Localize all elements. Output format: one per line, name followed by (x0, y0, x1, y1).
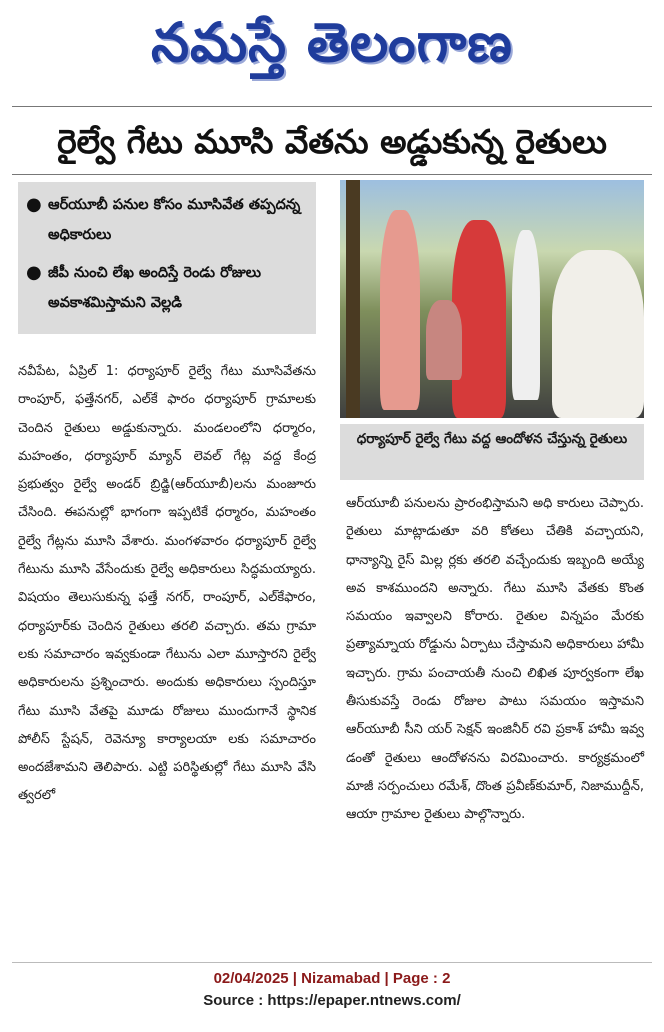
article-left-text: నవీపేట, ఏప్రిల్ 1: ధర్యాపూర్ రైల్వే గేటు మూసివేతను రాంపూర్, ఫత్తేనగర్, ఎల్‌కే ఫారం ధర్యాపూర్ గ్రామాలకు చెందిన రైతులు అడ్డుకున్నారు. మండలంలోని ధర్మారం, మహంతం, ధర్యాపూర్ మ్యాన్ లెవల్ గేట్ల వద్ద కేంద్ర ప్రభుత్వం రైల్వే అండర్ బ్రిడ్జి(ఆర్‌యూబీ)లను మంజూరు చేసింది. ఈపనుల్లో భాగంగా ఇప్పటికే ధర్మారం, మహంతం రైల్వే గేట్లను మూసి వేశారు. మంగళవారం ధర్యాపూర్ రైల్వే గేటును మూసి వేసేందుకు రైల్వే అధికారులు సిద్ధమయ్యారు. విషయం తెలుసుకున్న ఫత్తే నగర్, రాంపూర్, ఎల్‌కేఫారం, ధర్యాపూర్‌కు చెందిన రైతులు తరలి వచ్చారు. తమ గ్రామా లకు సమాచారం ఇవ్వకుండా గేటును ఎలా మూస్తారని రైల్వే అధికారులను ప్రశ్నించారు. అందుకు అధికారులు స్పందిస్తూ గేటు మూసి వేతపై మూడు రోజులు ముందుగానే స్థానిక పోలీస్ స్టేషన్, రెవెన్యూ కార్యాలయా లకు సమాచారం అందజేశామని తెలిపారు. ఎట్టి పరిస్థితుల్లో గేటు మూసి వేసి త్వరలో (18, 364, 316, 804)
article-right-text: ఆర్‌యూబీ పనులను ప్రారంభిస్తామని అధి కారులు చెప్పారు. రైతులు మాట్లాడుతూ వరి కోతలు చేతికి వచ్చాయని, ధాన్యాన్ని రైస్ మిల్ల ర్లకు తరలి వచ్చేందుకు ఇబ్బంది అయ్యే అవ కాశముందని అన్నారు. గేటు మూసి వేతకు కొంత సమయం ఇవ్వాలని కోరారు. రైతుల విన్నపం మేరకు ప్రత్యామ్నాయ రోడ్డును ఏర్పాటు చేస్తామని అధికారులు హామీ ఇచ్చారు. గ్రామ పంచాయతీ నుంచి లిఖిత పూర్వకంగా లేఖ తీసుకువస్తే రెండు రోజుల పాటు సమయం ఇస్తామని ఆర్‌యూబీ సీని యర్ సెక్షన్ ఇంజినీర్ రవి ప్రకాశ్ హామీ ఇవ్వ డంతో రైతులు ఆందోళనను విరమించారు. కార్యక్రమంలో మాజీ సర్పంచులు రమేశ్, దొంత ప్రవీణ్‌కుమార్, నిజాముద్దీన్, ఆయా గ్రామాల రైతులు పాల్గొన్నారు. (346, 496, 644, 823)
footer-date-line: 02/04/2025 | Nizamabad | Page : 2 (213, 970, 451, 987)
photo-figure (512, 230, 540, 400)
photo-figure (380, 210, 420, 410)
highlights-box (18, 182, 316, 334)
photo-caption: ధర్యాపూర్ రైల్వే గేటు వద్ద ఆందోళన చేస్తున్న రైతులు (340, 424, 644, 480)
highlight-item (26, 258, 308, 318)
photo-pole (346, 180, 360, 418)
highlight-text: జీపీ నుంచి లేఖ అందిస్తే రెండు రోజులు అవకాశమిస్తామని వెల్లడి (48, 265, 262, 311)
footer-rule (12, 962, 652, 963)
photo-figure (552, 250, 644, 418)
top-rule (12, 106, 652, 107)
masthead-title: నమస్తే తెలంగాణ (151, 11, 513, 74)
article-left-column (18, 358, 316, 958)
protest-photo (340, 180, 644, 418)
headline: రైల్వే గేటు మూసి వేతను అడ్డుకున్న రైతులు (57, 122, 607, 161)
headline-rule (12, 174, 652, 175)
bullet-icon: ● (26, 194, 42, 215)
bullet-icon: ● (26, 262, 42, 283)
article-right-column (346, 490, 644, 940)
photo-figure (426, 300, 462, 380)
highlight-item (26, 190, 308, 250)
highlight-text: ఆర్‌యూబీ పనుల కోసం మూసివేత తప్పదన్న అధికారులు (48, 197, 301, 243)
footer-source-line[interactable]: Source : https://epaper.ntnews.com/ (203, 992, 461, 1009)
